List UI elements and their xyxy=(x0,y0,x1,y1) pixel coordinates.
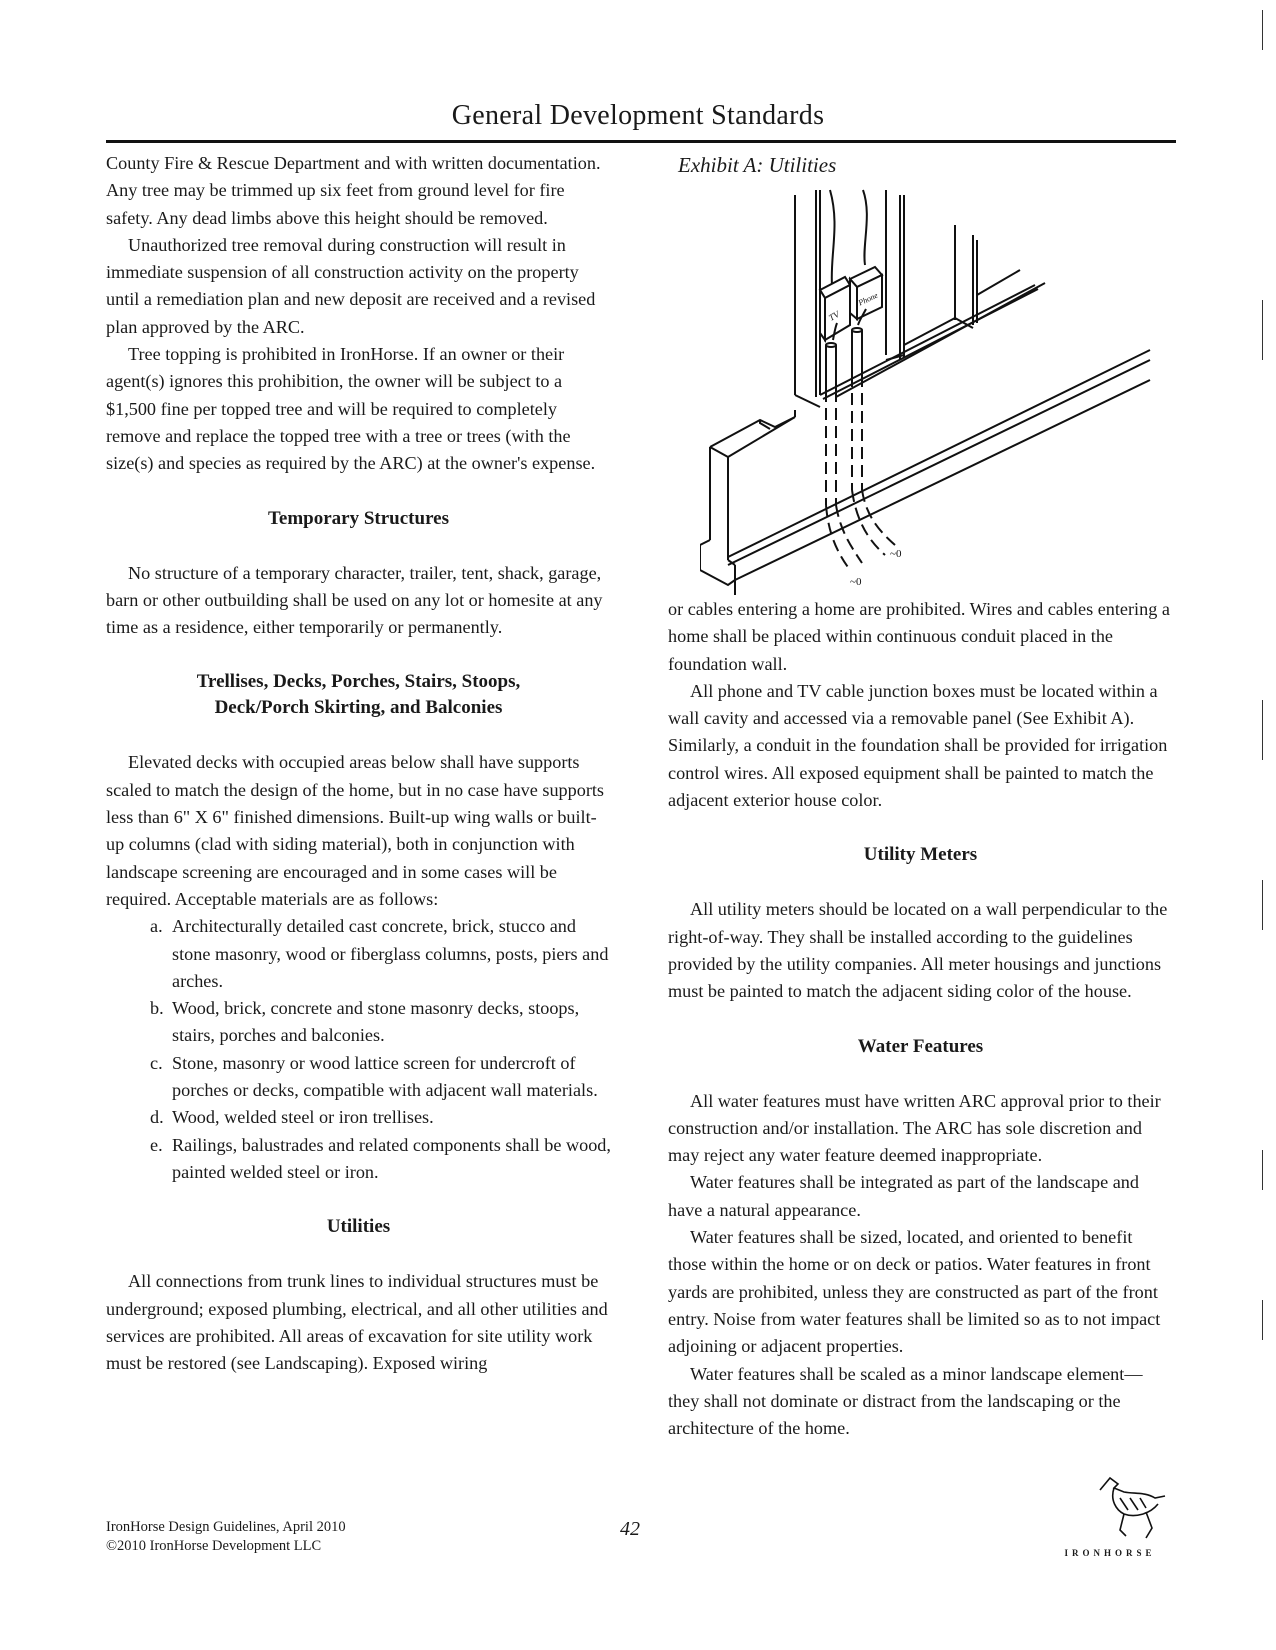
paragraph: Water features shall be integrated as part of the landscape and have a natural appearance. xyxy=(668,1172,1139,1220)
list-item-text: Wood, welded steel or iron trellises. xyxy=(172,1107,434,1128)
section-heading-water-features: Water Features xyxy=(857,1035,984,1057)
section-heading-utilities: Utilities xyxy=(326,1216,391,1238)
scan-edge-mark xyxy=(1262,300,1263,360)
tv-wire xyxy=(830,190,835,285)
title-divider xyxy=(106,140,1176,143)
footer-copyright: ©2010 IronHorse Development LLC xyxy=(106,1538,322,1554)
list-marker: e. xyxy=(150,1134,163,1155)
exhibit-caption xyxy=(668,150,1168,180)
list-marker: b. xyxy=(150,998,164,1019)
paragraph: Water features shall be scaled as a minor landscape element—they shall not dominate or distract from the landscaping or the architecture of the home. xyxy=(668,1363,1143,1439)
page-title: General Development Standards xyxy=(451,100,825,131)
paragraph: Tree topping is prohibited in IronHorse. If an owner or their agent(s) ignores this prohibition, the owner will be subject to a $1,500 fine per topped tree and will be required to completely remove and replace the topped tree with a tree or trees (with the size(s) and species as required by the ARC) at the owner's expense. xyxy=(106,344,596,474)
heading-line: Deck/Porch Skirting, and Balconies xyxy=(214,697,503,719)
list-item-text: Architecturally detailed cast concrete, brick, stucco and stone masonry, wood or fiberglass columns, posts, piers and arches. xyxy=(172,916,609,991)
paragraph: All connections from trunk lines to individual structures must be underground; exposed plumbing, electrical, and all other utilities and services are prohibited. All areas of excavation for site utility work must be restored (see Landscaping). Exposed wiring xyxy=(106,1271,608,1374)
scan-edge-mark xyxy=(1262,880,1263,930)
paragraph: County Fire & Rescue Department and with written documentation. Any tree may be trimmed up six feet from ground level for fire safety. Any dead limbs above this height should be removed. xyxy=(106,153,601,228)
section-heading-trellises xyxy=(106,669,611,721)
tv-box-label: TV xyxy=(826,308,842,323)
foundation-wall xyxy=(700,283,1150,595)
footer-publication: IronHorse Design Guidelines, April 2010 xyxy=(106,1519,346,1535)
paragraph: or cables entering a home are prohibited. Wires and cables entering a home shall be placed within continuous conduit placed in the foundation wall. xyxy=(668,599,1170,674)
section-heading-temporary-structures: Temporary Structures xyxy=(267,507,449,529)
paragraph: All phone and TV cable junction boxes must be located within a wall cavity and accessed via a removable panel (See Exhibit A). Similarly, a conduit in the foundation shall be provided for irrigation control wires. All exposed equipment shall be painted to match the adjacent exterior house color. xyxy=(668,680,1168,811)
list-item-text: Railings, balustrades and related components shall be wood, painted welded steel or iron. xyxy=(172,1134,611,1182)
conduit-end-mark: ~0 xyxy=(890,548,902,560)
paragraph: No structure of a temporary character, trailer, tent, shack, garage, barn or other outbuilding shall be used on any lot or homesite at any time as a residence, either temporarily or permanently. xyxy=(106,562,603,638)
phone-wire xyxy=(863,190,867,265)
utilities-diagram xyxy=(700,185,1160,595)
scan-edge-mark xyxy=(1262,700,1263,760)
materials-list xyxy=(106,913,611,1186)
scan-edge-mark xyxy=(1262,1150,1263,1190)
exhibit-title: Exhibit A: Utilities xyxy=(678,153,837,177)
right-column xyxy=(668,596,1173,1442)
heading-line: Trellises, Decks, Porches, Stairs, Stoops, xyxy=(196,671,521,693)
footer-credits xyxy=(106,1518,346,1556)
conduit-end-mark: ~0 xyxy=(850,576,862,588)
ironhorse-horse-logo-icon xyxy=(1080,1470,1170,1550)
list-marker: c. xyxy=(150,1052,163,1073)
paragraph: All water features must have written ARC approval prior to their construction and/or installation. The ARC has sole discretion and may reject any water feature deemed inappropriate. xyxy=(668,1090,1161,1166)
list-item xyxy=(150,1050,611,1105)
list-marker: a. xyxy=(150,916,163,937)
paragraph: Elevated decks with occupied areas below shall have supports scaled to match the design of the home, but in no case have supports less than 6" X 6" finished dimensions. Built-up wing walls or built-up columns (clad with siding material), both in conjunction with landscape screening are encouraged and in some cases will be required. Acceptable materials are as follows: xyxy=(106,752,605,909)
list-item xyxy=(150,1104,611,1131)
phone-junction-box xyxy=(850,267,882,319)
paragraph: All utility meters should be located on a wall perpendicular to the right-of-way. They shall be installed according to the guidelines provided by the utility companies. All meter housings and junctions must be painted to match the adjacent siding color of the house. xyxy=(668,899,1168,1002)
phone-box-label: Phone xyxy=(856,290,880,308)
list-item xyxy=(150,1132,611,1187)
list-item-text: Wood, brick, concrete and stone masonry decks, stoops, stairs, porches and balconies. xyxy=(172,998,580,1046)
page-number: 42 xyxy=(620,1518,640,1540)
logo-wordmark: IRONHORSE xyxy=(1064,1548,1156,1558)
paragraph: Unauthorized tree removal during construction will result in immediate suspension of all construction activity on the property until a remediation plan and new deposit are received and a revised plan approved by the ARC. xyxy=(106,234,596,337)
scan-edge-mark xyxy=(1262,1300,1263,1340)
paragraph: Water features shall be sized, located, and oriented to benefit those within the home or on deck or patios. Water features in front yards are prohibited, unless they are constructed as part of the front entry. Noise from water features shall be limited so as to not impact adjoining or adjacent properties. xyxy=(668,1227,1161,1357)
section-heading-utility-meters: Utility Meters xyxy=(863,844,978,866)
list-item-text: Stone, masonry or wood lattice screen for undercroft of porches or decks, compatible with adjacent wall materials. xyxy=(172,1052,598,1101)
list-marker: d. xyxy=(150,1107,164,1128)
list-item xyxy=(150,995,611,1050)
list-item xyxy=(150,913,611,995)
scan-edge-mark xyxy=(1262,10,1263,50)
left-column xyxy=(106,150,611,1377)
